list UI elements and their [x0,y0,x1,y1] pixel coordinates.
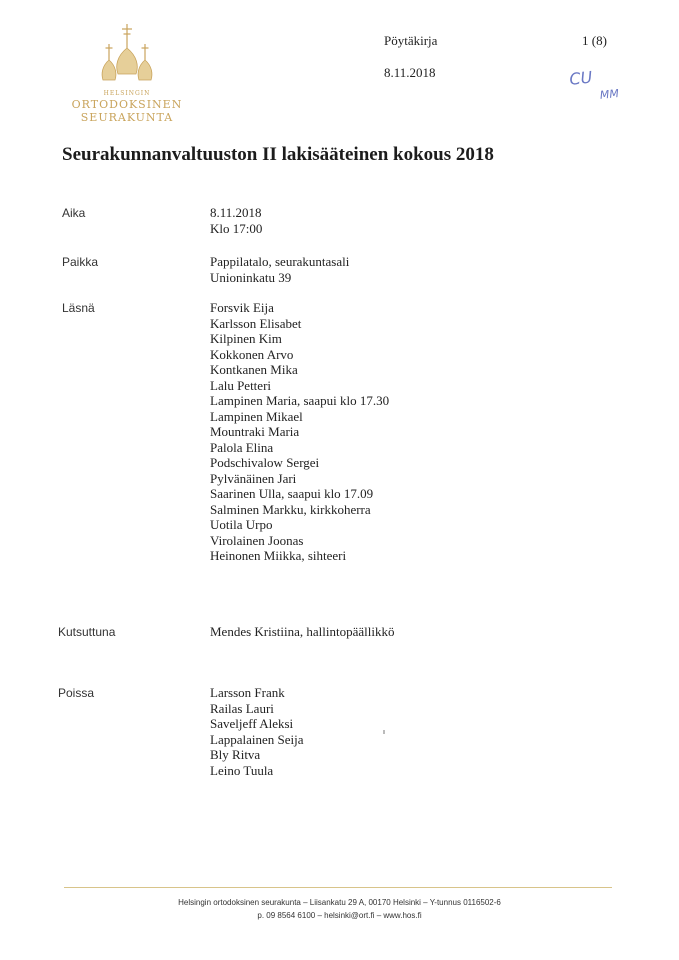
section-label: Aika [62,206,86,220]
section-values [210,205,262,236]
list-item: Mountraki Maria [210,424,300,439]
list-item: Kontkanen Mika [210,362,298,377]
list-item: Klo 17:00 [210,220,263,236]
parish-logo [64,22,190,132]
list-item: Pappilatalo, seurakuntasali [210,254,350,269]
list-item: Lappalainen Seija [210,731,304,747]
section-values [210,685,304,778]
list-item: 8.11.2018 [210,205,262,220]
section-label: Läsnä [62,301,95,315]
list-item: Palola Elina [210,439,274,455]
list-item: Heinonen Miikka, sihteeri [210,548,347,563]
list-item: Kokkonen Arvo [210,346,294,362]
handwritten-initials [568,66,638,106]
list-item: Lampinen Maria, saapui klo 17.30 [210,393,390,408]
handwritten-initials-2: MM [599,86,620,102]
list-item: Kilpinen Kim [210,331,282,346]
list-item: Salminen Markku, kirkkoherra [210,501,371,517]
list-item: Unioninkatu 39 [210,269,292,285]
section-label: Poissa [58,686,95,700]
footer-address: Helsingin ortodoksinen seurakunta – Liisankatu 29 A, 00170 Helsinki – Y-tunnus 0116502-6 [178,898,501,907]
list-item: Forsvik Eija [210,300,274,315]
list-item: Podschivalow Sergei [210,455,320,470]
scan-speck [383,730,385,734]
page-number: 1 (8) [582,33,607,48]
document-type: Pöytäkirja [384,33,438,48]
page-title: Seurakunnanvaltuuston II lakisääteinen kokous 2018 [62,144,494,165]
logo-text-line3: SEURAKUNTA [80,111,174,124]
church-domes-icon [97,22,157,88]
list-item: Saarinen Ulla, saapui klo 17.09 [210,486,374,501]
logo-text-line1: HELSINGIN [103,90,151,97]
footer-divider [64,887,612,888]
list-item: Lalu Petteri [210,377,272,393]
handwritten-initials-1: CU [568,67,594,89]
list-item: Larsson Frank [210,685,285,700]
logo-text-line2: ORTODOKSINEN [71,98,183,111]
document-date: 8.11.2018 [384,65,436,80]
section-label: Kutsuttuna [58,625,116,639]
section-values [210,300,389,564]
list-item: Karlsson Elisabet [210,315,302,331]
list-item: Uotila Urpo [210,517,273,532]
section-values [210,254,349,285]
list-item: Leino Tuula [210,762,274,778]
list-item: Pylvänäinen Jari [210,470,297,486]
list-item: Bly Ritva [210,747,261,762]
footer-contact: p. 09 8564 6100 – helsinki@ort.fi – www.hos.fi [257,911,422,920]
list-item: Saveljeff Aleksi [210,716,294,731]
list-item: Virolainen Joonas [210,532,304,548]
section-values [210,624,395,640]
list-item: Railas Lauri [210,700,274,716]
list-item: Lampinen Mikael [210,408,303,424]
section-label: Paikka [62,255,99,269]
list-item: Mendes Kristiina, hallintopäällikkö [210,624,395,639]
